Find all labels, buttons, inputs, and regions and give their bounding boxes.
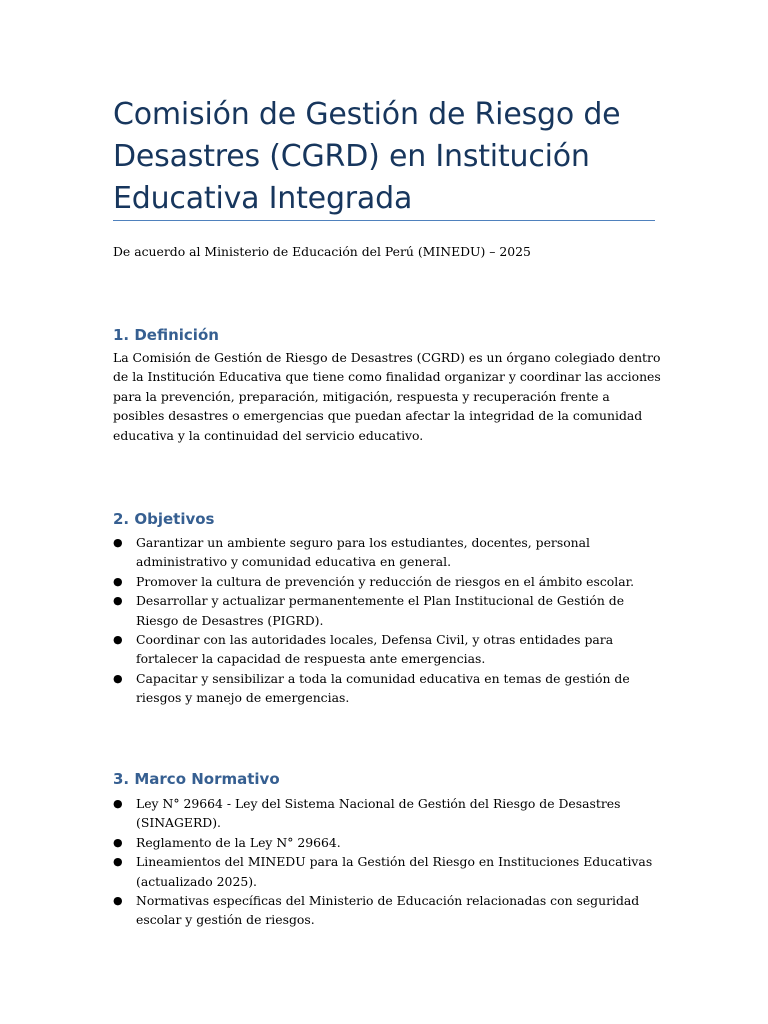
list-item-text: Reglamento de la Ley N° 29664. [136,834,341,850]
objetivos-list [113,533,661,708]
section-paragraph-definicion: La Comisión de Gestión de Riesgo de Desastres (CGRD) es un órgano colegiado dentro de la Institución Educativa que tiene como finalidad organizar y coordinar las acciones para la prevención, preparación, mitigación, respuesta y recuperación frente a posibles desastres o emergencias que puedan afectar la integridad de la comunidad educativa y la continuidad del servicio educativo. [113,350,661,443]
list-item [113,891,661,930]
bullet-icon: ● [113,855,123,869]
section-heading-objetivos: 2. Objetivos [113,510,215,528]
bullet-icon: ● [113,536,123,549]
bullet-icon: ● [113,835,123,849]
bullet-icon: ● [113,633,123,647]
list-item [113,794,661,833]
list-item [113,591,661,630]
list-item [113,572,661,591]
list-item-text: Lineamientos del MINEDU para la Gestión del Riesgo en Instituciones Educativas (actualizado 2025). [136,854,653,889]
list-item [113,833,661,852]
bullet-icon: ● [113,574,123,588]
list-item [113,533,661,572]
document-title: Comisión de Gestión de Riesgo de Desastres (CGRD) en Institución Educativa Integrada [113,97,621,216]
list-item [113,630,661,669]
list-item-text: Desarrollar y actualizar permanentemente el Plan Institucional de Gestión de Riesgo de Desastres (PIGRD). [136,593,625,628]
list-item [113,669,661,708]
list-item-text: Coordinar con las autoridades locales, Defensa Civil, y otras entidades para fortalecer la capacidad de respuesta ante emergencias. [136,632,614,667]
bullet-icon: ● [113,797,123,810]
list-item [113,852,661,891]
list-item-text: Promover la cultura de prevención y reducción de riesgos en el ámbito escolar. [136,573,635,589]
section-heading-marco-normativo: 3. Marco Normativo [113,770,280,788]
bullet-icon: ● [113,594,123,608]
bullet-icon: ● [113,671,123,685]
section-heading-definicion: 1. Definición [113,326,219,344]
bullet-icon: ● [113,894,123,908]
title-underline [113,220,655,221]
list-item-text: Garantizar un ambiente seguro para los estudiantes, docentes, personal administrativo y comunidad educativa en general. [136,535,590,570]
list-item-text: Capacitar y sensibilizar a toda la comunidad educativa en temas de gestión de riesgos y manejo de emergencias. [136,670,630,706]
document-subtitle: De acuerdo al Ministerio de Educación del Perú (MINEDU) – 2025 [113,244,531,259]
marco-normativo-list [113,794,661,930]
list-item-text: Normativas específicas del Ministerio de Educación relacionadas con seguridad escolar y gestión de riesgos. [136,893,640,928]
list-item-text: Ley N° 29664 - Ley del Sistema Nacional de Gestión del Riesgo de Desastres (SINAGERD). [136,796,621,831]
